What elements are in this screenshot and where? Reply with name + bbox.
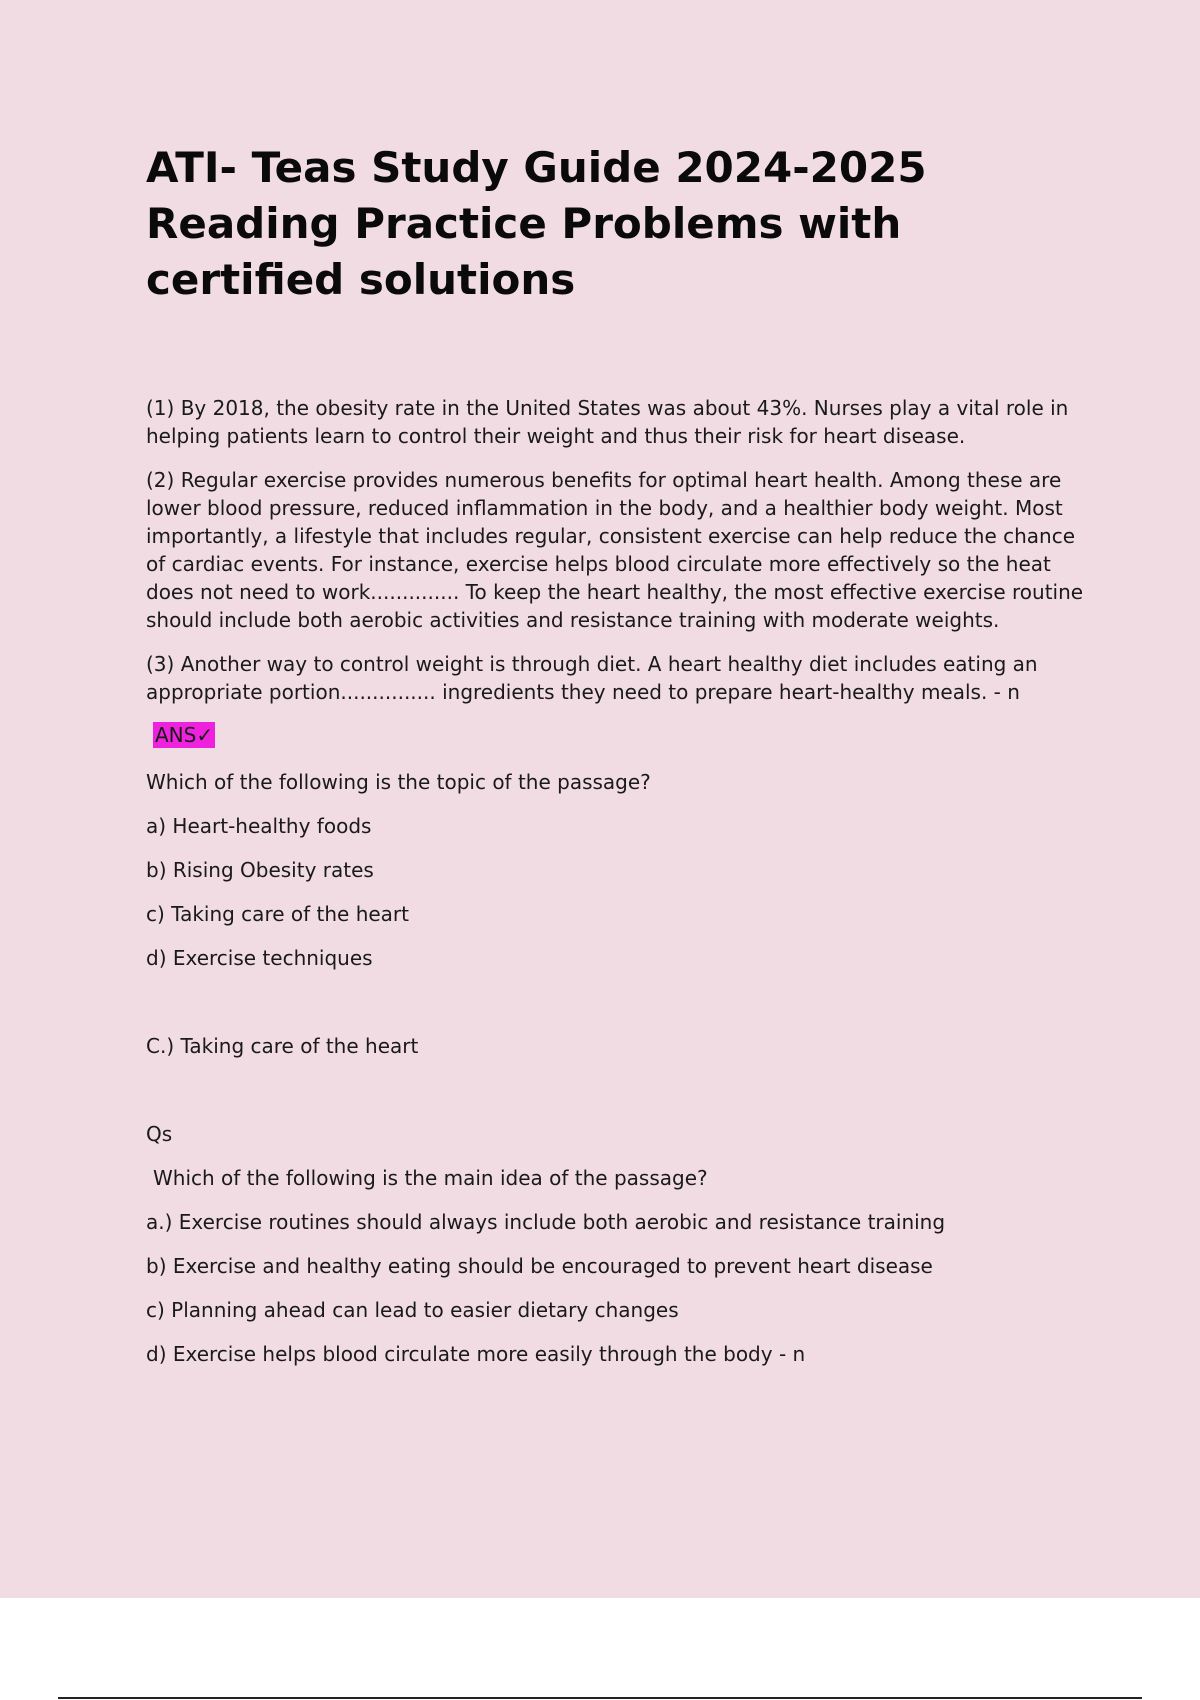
document-title: ATI- Teas Study Guide 2024-2025 Reading Practice Problems with certified solutions [146,143,927,304]
document-content [146,140,1096,1368]
passage-paragraph-3: (3) Another way to control weight is through diet. A heart healthy diet includes eating an appropriate portion............... ingredients they need to prepare heart-healthy meals. - n [146,652,1038,704]
question-2-option-a: a.) Exercise routines should always include both aerobic and resistance training [146,1210,946,1234]
question-1-option-a: a) Heart-healthy foods [146,814,372,838]
question-2-option-c: c) Planning ahead can lead to easier dietary changes [146,1298,679,1322]
section-label: Qs [146,1122,173,1146]
reading-passage [146,394,1096,706]
question-1-prompt: Which of the following is the topic of the passage? [146,770,651,794]
page-divider [58,1697,1142,1699]
answer-badge-row [146,722,1096,752]
question-1 [146,768,1096,1060]
question-2 [146,1164,1096,1368]
question-2-option-b: b) Exercise and healthy eating should be encouraged to prevent heart disease [146,1254,933,1278]
question-1-option-b: b) Rising Obesity rates [146,858,374,882]
answer-badge: ANS✓ [155,723,214,747]
question-2-option-d: d) Exercise helps blood circulate more easily through the body - n [146,1342,806,1366]
passage-paragraph-2: (2) Regular exercise provides numerous benefits for optimal heart health. Among these are lower blood pressure, reduced inflammation in the body, and a healthier body weight. Most importantly, a lifestyle that includes regular, consistent exercise can help reduce the chance of cardiac events. For instance, exercise helps blood circulate more effectively so the heat does not need to work.............. To keep the heart healthy, the most effective exercise routine should include both aerobic activities and resistance training with moderate weights. [146,468,1084,632]
question-1-answer: C.) Taking care of the heart [146,1034,419,1058]
passage-paragraph-1: (1) By 2018, the obesity rate in the United States was about 43%. Nurses play a vital role in helping patients learn to control their weight and thus their risk for heart disease. [146,396,1069,448]
question-1-option-d: d) Exercise techniques [146,946,373,970]
question-1-option-c: c) Taking care of the heart [146,902,409,926]
question-2-prompt: Which of the following is the main idea of the passage? [153,1166,708,1190]
